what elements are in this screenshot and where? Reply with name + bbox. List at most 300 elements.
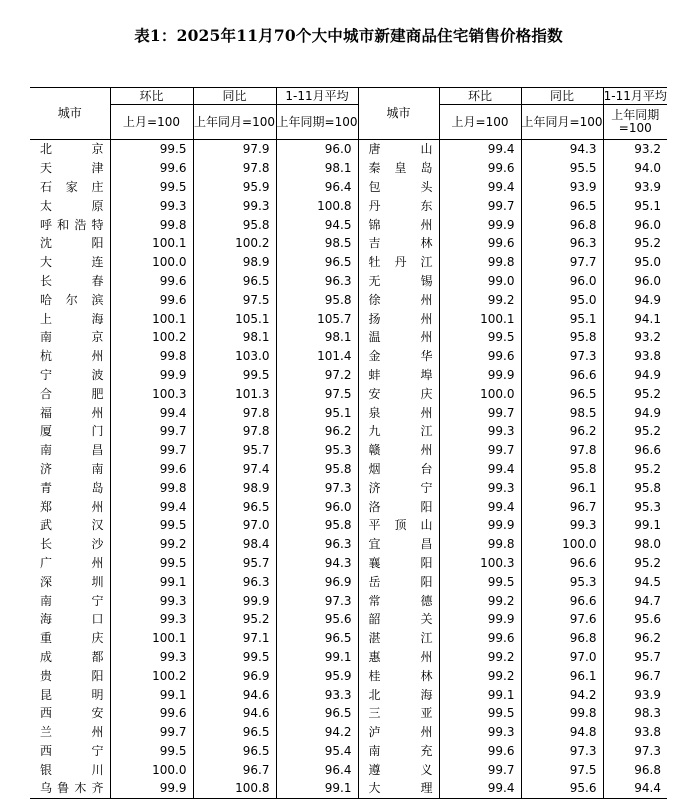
avg-value-left: 95.8 <box>276 460 358 479</box>
mom-value-right: 99.2 <box>439 648 521 667</box>
yoy-value-left: 99.5 <box>193 366 276 385</box>
yoy-value-left: 98.9 <box>193 478 276 497</box>
city-name-right: 平顶山 <box>358 516 439 535</box>
avg-value-right: 99.1 <box>603 516 667 535</box>
avg-value-left: 95.4 <box>276 742 358 761</box>
avg-value-left: 96.9 <box>276 572 358 591</box>
mom-value-left: 100.2 <box>110 328 193 347</box>
mom-value-right: 99.6 <box>439 742 521 761</box>
city-name-right: 徐州 <box>358 290 439 309</box>
mom-value-left: 99.7 <box>110 422 193 441</box>
yoy-value-left: 97.5 <box>193 290 276 309</box>
avg-value-left: 97.3 <box>276 591 358 610</box>
avg-value-left: 96.3 <box>276 535 358 554</box>
yoy-value-left: 95.9 <box>193 178 276 197</box>
yoy-value-right: 94.3 <box>521 140 603 159</box>
table-row <box>30 648 667 667</box>
mom-value-right: 99.5 <box>439 328 521 347</box>
mom-value-left: 99.5 <box>110 516 193 535</box>
mom-value-left: 100.2 <box>110 666 193 685</box>
city-name-left: 贵阳 <box>40 668 104 683</box>
yoy-value-left: 96.5 <box>193 497 276 516</box>
city-name-right: 北海 <box>358 685 439 704</box>
city-name-right: 安庆 <box>358 384 439 403</box>
city-name-left: 青岛 <box>40 480 104 495</box>
yoy-value-left: 95.7 <box>193 441 276 460</box>
header-avg-sub-left: 上年同期=100 <box>276 105 358 140</box>
yoy-value-left: 99.9 <box>193 591 276 610</box>
yoy-value-right: 97.0 <box>521 648 603 667</box>
mom-value-right: 99.7 <box>439 403 521 422</box>
mom-value-left: 99.8 <box>110 215 193 234</box>
mom-value-left: 99.3 <box>110 610 193 629</box>
avg-value-right: 96.0 <box>603 215 667 234</box>
city-name-left: 太原 <box>40 198 104 213</box>
table-row <box>30 178 667 197</box>
avg-value-left: 94.3 <box>276 554 358 573</box>
yoy-value-left: 97.0 <box>193 516 276 535</box>
table-row <box>30 760 667 779</box>
avg-value-left: 98.1 <box>276 159 358 178</box>
avg-value-left: 95.9 <box>276 666 358 685</box>
table-row <box>30 234 667 253</box>
city-name-right: 韶关 <box>358 610 439 629</box>
avg-value-right: 93.2 <box>603 328 667 347</box>
table-row <box>30 535 667 554</box>
city-name-right: 丹东 <box>358 196 439 215</box>
avg-value-right: 95.8 <box>603 478 667 497</box>
yoy-value-left: 99.3 <box>193 196 276 215</box>
avg-value-left: 100.8 <box>276 196 358 215</box>
city-name-right: 牡丹江 <box>358 253 439 272</box>
city-name-left: 南京 <box>40 330 104 345</box>
city-name-right: 桂林 <box>358 666 439 685</box>
mom-value-right: 99.9 <box>439 516 521 535</box>
mom-value-left: 99.5 <box>110 140 193 159</box>
yoy-value-right: 97.8 <box>521 441 603 460</box>
avg-value-left: 94.2 <box>276 723 358 742</box>
avg-value-right: 93.9 <box>603 685 667 704</box>
yoy-value-right: 96.3 <box>521 234 603 253</box>
header-avg-sub-right: 上年同期=100 <box>603 105 667 140</box>
yoy-value-right: 95.8 <box>521 460 603 479</box>
table-row <box>30 779 667 798</box>
avg-value-right: 96.8 <box>603 760 667 779</box>
table-row <box>30 253 667 272</box>
avg-value-left: 95.1 <box>276 403 358 422</box>
table-row <box>30 685 667 704</box>
avg-value-right: 95.6 <box>603 610 667 629</box>
yoy-value-right: 96.1 <box>521 666 603 685</box>
table-row <box>30 309 667 328</box>
avg-value-left: 93.3 <box>276 685 358 704</box>
yoy-value-left: 96.7 <box>193 760 276 779</box>
yoy-value-left: 96.9 <box>193 666 276 685</box>
yoy-value-right: 97.5 <box>521 760 603 779</box>
city-name-right: 温州 <box>358 328 439 347</box>
avg-value-right: 95.2 <box>603 460 667 479</box>
avg-value-right: 98.3 <box>603 704 667 723</box>
header-mom-sub-left: 上月=100 <box>110 105 193 140</box>
table-row <box>30 497 667 516</box>
avg-value-left: 96.3 <box>276 272 358 291</box>
table-row <box>30 441 667 460</box>
city-name-right: 吉林 <box>358 234 439 253</box>
yoy-value-left: 100.2 <box>193 234 276 253</box>
mom-value-left: 99.3 <box>110 196 193 215</box>
mom-value-right: 99.2 <box>439 591 521 610</box>
yoy-value-right: 95.5 <box>521 159 603 178</box>
avg-value-left: 101.4 <box>276 347 358 366</box>
yoy-value-right: 99.3 <box>521 516 603 535</box>
avg-value-left: 98.1 <box>276 328 358 347</box>
city-name-left: 济南 <box>40 461 104 476</box>
city-name-right: 扬州 <box>358 309 439 328</box>
city-name-right: 赣州 <box>358 441 439 460</box>
mom-value-left: 99.6 <box>110 460 193 479</box>
table-row <box>30 460 667 479</box>
mom-value-right: 100.3 <box>439 554 521 573</box>
avg-value-right: 95.2 <box>603 554 667 573</box>
city-name-left: 天津 <box>40 161 104 176</box>
city-name-left: 长沙 <box>40 537 104 552</box>
mom-value-left: 99.1 <box>110 572 193 591</box>
yoy-value-left: 96.3 <box>193 572 276 591</box>
header-mom-sub-right: 上月=100 <box>439 105 521 140</box>
price-index-table <box>30 87 667 799</box>
header-yoy-right: 同比 <box>521 88 603 105</box>
city-name-right: 三亚 <box>358 704 439 723</box>
yoy-value-right: 97.7 <box>521 253 603 272</box>
city-name-right: 南充 <box>358 742 439 761</box>
table-row <box>30 704 667 723</box>
city-name-right: 惠州 <box>358 648 439 667</box>
mom-value-left: 99.7 <box>110 723 193 742</box>
mom-value-left: 100.0 <box>110 253 193 272</box>
header-city-left: 城市 <box>30 88 110 140</box>
mom-value-left: 99.9 <box>110 366 193 385</box>
yoy-value-right: 93.9 <box>521 178 603 197</box>
yoy-value-left: 95.8 <box>193 215 276 234</box>
yoy-value-left: 103.0 <box>193 347 276 366</box>
yoy-value-right: 96.6 <box>521 591 603 610</box>
avg-value-left: 97.3 <box>276 478 358 497</box>
city-name-right: 无锡 <box>358 272 439 291</box>
yoy-value-left: 101.3 <box>193 384 276 403</box>
yoy-value-left: 95.7 <box>193 554 276 573</box>
city-name-right: 九江 <box>358 422 439 441</box>
yoy-value-left: 97.8 <box>193 159 276 178</box>
avg-value-right: 95.2 <box>603 384 667 403</box>
avg-value-left: 96.5 <box>276 629 358 648</box>
table-row <box>30 742 667 761</box>
yoy-value-left: 97.1 <box>193 629 276 648</box>
table-body <box>30 140 667 799</box>
yoy-value-right: 96.1 <box>521 478 603 497</box>
city-name-right: 泸州 <box>358 723 439 742</box>
avg-value-right: 95.0 <box>603 253 667 272</box>
city-name-right: 常德 <box>358 591 439 610</box>
mom-value-right: 99.4 <box>439 460 521 479</box>
mom-value-right: 99.3 <box>439 422 521 441</box>
mom-value-right: 99.7 <box>439 196 521 215</box>
table-row <box>30 290 667 309</box>
yoy-value-left: 94.6 <box>193 685 276 704</box>
yoy-value-left: 100.8 <box>193 779 276 798</box>
table-row <box>30 666 667 685</box>
city-name-right: 遵义 <box>358 760 439 779</box>
avg-value-left: 96.2 <box>276 422 358 441</box>
mom-value-left: 99.8 <box>110 478 193 497</box>
avg-value-right: 94.9 <box>603 366 667 385</box>
yoy-value-right: 96.0 <box>521 272 603 291</box>
table-row <box>30 723 667 742</box>
mom-value-right: 99.1 <box>439 685 521 704</box>
mom-value-right: 99.5 <box>439 572 521 591</box>
yoy-value-left: 96.5 <box>193 723 276 742</box>
mom-value-right: 99.9 <box>439 366 521 385</box>
mom-value-right: 99.4 <box>439 178 521 197</box>
avg-value-right: 94.0 <box>603 159 667 178</box>
city-name-left: 哈尔滨 <box>40 292 104 307</box>
yoy-value-left: 99.5 <box>193 648 276 667</box>
city-name-right: 蚌埠 <box>358 366 439 385</box>
yoy-value-right: 96.8 <box>521 215 603 234</box>
avg-value-right: 93.8 <box>603 347 667 366</box>
table-row <box>30 347 667 366</box>
city-name-left: 广州 <box>40 555 104 570</box>
avg-value-left: 97.5 <box>276 384 358 403</box>
mom-value-left: 100.0 <box>110 760 193 779</box>
mom-value-left: 99.9 <box>110 779 193 798</box>
table-row <box>30 516 667 535</box>
mom-value-right: 99.2 <box>439 666 521 685</box>
yoy-value-right: 95.3 <box>521 572 603 591</box>
city-name-left: 长春 <box>40 273 104 288</box>
city-name-left: 沈阳 <box>40 236 104 251</box>
mom-value-right: 99.8 <box>439 253 521 272</box>
mom-value-right: 99.5 <box>439 704 521 723</box>
mom-value-right: 99.6 <box>439 234 521 253</box>
mom-value-left: 99.5 <box>110 742 193 761</box>
yoy-value-right: 94.8 <box>521 723 603 742</box>
mom-value-left: 99.4 <box>110 403 193 422</box>
mom-value-right: 99.6 <box>439 159 521 178</box>
mom-value-right: 99.7 <box>439 441 521 460</box>
city-name-left: 合肥 <box>40 386 104 401</box>
avg-value-right: 95.2 <box>603 234 667 253</box>
mom-value-right: 99.7 <box>439 760 521 779</box>
mom-value-left: 99.5 <box>110 178 193 197</box>
mom-value-right: 100.1 <box>439 309 521 328</box>
mom-value-left: 99.8 <box>110 347 193 366</box>
table-row <box>30 591 667 610</box>
yoy-value-left: 98.1 <box>193 328 276 347</box>
city-name-left: 厦门 <box>40 424 104 439</box>
yoy-value-right: 96.6 <box>521 366 603 385</box>
city-name-left: 成都 <box>40 649 104 664</box>
header-yoy-sub-left: 上年同月=100 <box>193 105 276 140</box>
avg-value-left: 97.2 <box>276 366 358 385</box>
avg-value-right: 97.3 <box>603 742 667 761</box>
city-name-left: 乌鲁木齐 <box>30 779 110 798</box>
yoy-value-right: 96.6 <box>521 554 603 573</box>
city-name-right: 襄阳 <box>358 554 439 573</box>
yoy-value-right: 99.8 <box>521 704 603 723</box>
yoy-value-right: 95.8 <box>521 328 603 347</box>
city-name-left: 海口 <box>40 612 104 627</box>
yoy-value-right: 95.0 <box>521 290 603 309</box>
avg-value-right: 94.1 <box>603 309 667 328</box>
avg-value-right: 94.9 <box>603 290 667 309</box>
avg-value-left: 99.1 <box>276 648 358 667</box>
avg-value-right: 98.0 <box>603 535 667 554</box>
avg-value-left: 105.7 <box>276 309 358 328</box>
mom-value-left: 100.1 <box>110 309 193 328</box>
city-name-right: 唐山 <box>358 140 439 159</box>
city-name-right: 泉州 <box>358 403 439 422</box>
mom-value-left: 99.3 <box>110 591 193 610</box>
city-name-left: 银川 <box>40 762 104 777</box>
table-row <box>30 215 667 234</box>
yoy-value-right: 96.5 <box>521 384 603 403</box>
city-name-left: 昆明 <box>40 687 104 702</box>
avg-value-left: 94.5 <box>276 215 358 234</box>
mom-value-left: 99.6 <box>110 704 193 723</box>
yoy-value-right: 96.8 <box>521 629 603 648</box>
mom-value-right: 99.4 <box>439 779 521 798</box>
mom-value-right: 99.4 <box>439 497 521 516</box>
mom-value-left: 99.3 <box>110 648 193 667</box>
table-row <box>30 572 667 591</box>
avg-value-right: 93.2 <box>603 140 667 159</box>
mom-value-right: 99.6 <box>439 629 521 648</box>
table-row <box>30 140 667 159</box>
avg-value-left: 96.5 <box>276 704 358 723</box>
mom-value-left: 100.3 <box>110 384 193 403</box>
table-row <box>30 196 667 215</box>
table-title: 表1：2025年11月70个大中城市新建商品住宅销售价格指数 <box>134 26 563 45</box>
table-row <box>30 554 667 573</box>
header-avg-right: 1-11月平均 <box>603 88 667 103</box>
avg-value-left: 96.5 <box>276 253 358 272</box>
yoy-value-left: 105.1 <box>193 309 276 328</box>
avg-value-right: 94.4 <box>603 779 667 798</box>
city-name-left: 石家庄 <box>40 179 104 194</box>
mom-value-right: 99.8 <box>439 535 521 554</box>
city-name-left: 呼和浩特 <box>40 217 104 232</box>
city-name-right: 大理 <box>358 779 439 798</box>
mom-value-right: 99.3 <box>439 478 521 497</box>
city-name-left: 郑州 <box>40 499 104 514</box>
mom-value-right: 99.9 <box>439 610 521 629</box>
avg-value-right: 96.0 <box>603 272 667 291</box>
city-name-left: 南昌 <box>40 443 104 458</box>
avg-value-right: 95.7 <box>603 648 667 667</box>
table-row <box>30 384 667 403</box>
city-name-left: 南宁 <box>40 593 104 608</box>
yoy-value-right: 95.1 <box>521 309 603 328</box>
table-row <box>30 159 667 178</box>
yoy-value-left: 95.2 <box>193 610 276 629</box>
table-row <box>30 366 667 385</box>
header-avg-left: 1-11月平均 <box>276 88 358 105</box>
mom-value-left: 99.1 <box>110 685 193 704</box>
avg-value-right: 95.1 <box>603 196 667 215</box>
city-name-right: 包头 <box>358 178 439 197</box>
mom-value-left: 99.6 <box>110 290 193 309</box>
header-yoy-left: 同比 <box>193 88 276 105</box>
city-name-right: 秦皇岛 <box>358 159 439 178</box>
avg-value-left: 96.4 <box>276 178 358 197</box>
city-name-left: 杭州 <box>40 349 104 364</box>
city-name-left: 上海 <box>40 311 104 326</box>
mom-value-right: 99.2 <box>439 290 521 309</box>
yoy-value-left: 94.6 <box>193 704 276 723</box>
mom-value-left: 99.7 <box>110 441 193 460</box>
avg-value-right: 96.7 <box>603 666 667 685</box>
city-name-right: 宜昌 <box>358 535 439 554</box>
city-name-left: 大连 <box>40 255 104 270</box>
avg-value-right: 93.8 <box>603 723 667 742</box>
city-name-left: 深圳 <box>40 574 104 589</box>
mom-value-left: 99.2 <box>110 535 193 554</box>
city-name-left: 北京 <box>40 142 104 157</box>
yoy-value-left: 96.5 <box>193 742 276 761</box>
header-mom-left: 环比 <box>110 88 193 105</box>
avg-value-right: 96.6 <box>603 441 667 460</box>
avg-value-right: 95.2 <box>603 422 667 441</box>
avg-value-left: 95.6 <box>276 610 358 629</box>
avg-value-left: 95.8 <box>276 516 358 535</box>
header-city-right: 城市 <box>358 88 439 140</box>
mom-value-left: 99.6 <box>110 272 193 291</box>
avg-value-right: 94.9 <box>603 403 667 422</box>
avg-value-left: 99.1 <box>276 779 358 798</box>
header-mom-right: 环比 <box>439 88 521 105</box>
city-name-right: 济宁 <box>358 478 439 497</box>
yoy-value-right: 97.6 <box>521 610 603 629</box>
avg-value-left: 95.3 <box>276 441 358 460</box>
city-name-left: 福州 <box>40 405 104 420</box>
yoy-value-left: 97.8 <box>193 422 276 441</box>
table-row <box>30 328 667 347</box>
city-name-right: 锦州 <box>358 215 439 234</box>
yoy-value-right: 96.7 <box>521 497 603 516</box>
avg-value-right: 95.3 <box>603 497 667 516</box>
table-row <box>30 272 667 291</box>
yoy-value-right: 97.3 <box>521 347 603 366</box>
avg-value-left: 95.8 <box>276 290 358 309</box>
avg-value-right: 93.9 <box>603 178 667 197</box>
yoy-value-right: 94.2 <box>521 685 603 704</box>
table-row <box>30 478 667 497</box>
mom-value-right: 99.9 <box>439 215 521 234</box>
yoy-value-left: 96.5 <box>193 272 276 291</box>
yoy-value-right: 100.0 <box>521 535 603 554</box>
avg-value-right: 94.5 <box>603 572 667 591</box>
city-name-left: 重庆 <box>40 631 104 646</box>
header-yoy-sub-right: 上年同月=100 <box>521 105 603 140</box>
mom-value-left: 100.1 <box>110 629 193 648</box>
mom-value-left: 99.5 <box>110 554 193 573</box>
table-row <box>30 403 667 422</box>
mom-value-right: 100.0 <box>439 384 521 403</box>
yoy-value-right: 98.5 <box>521 403 603 422</box>
table-row <box>30 422 667 441</box>
yoy-value-left: 98.9 <box>193 253 276 272</box>
mom-value-right: 99.6 <box>439 347 521 366</box>
